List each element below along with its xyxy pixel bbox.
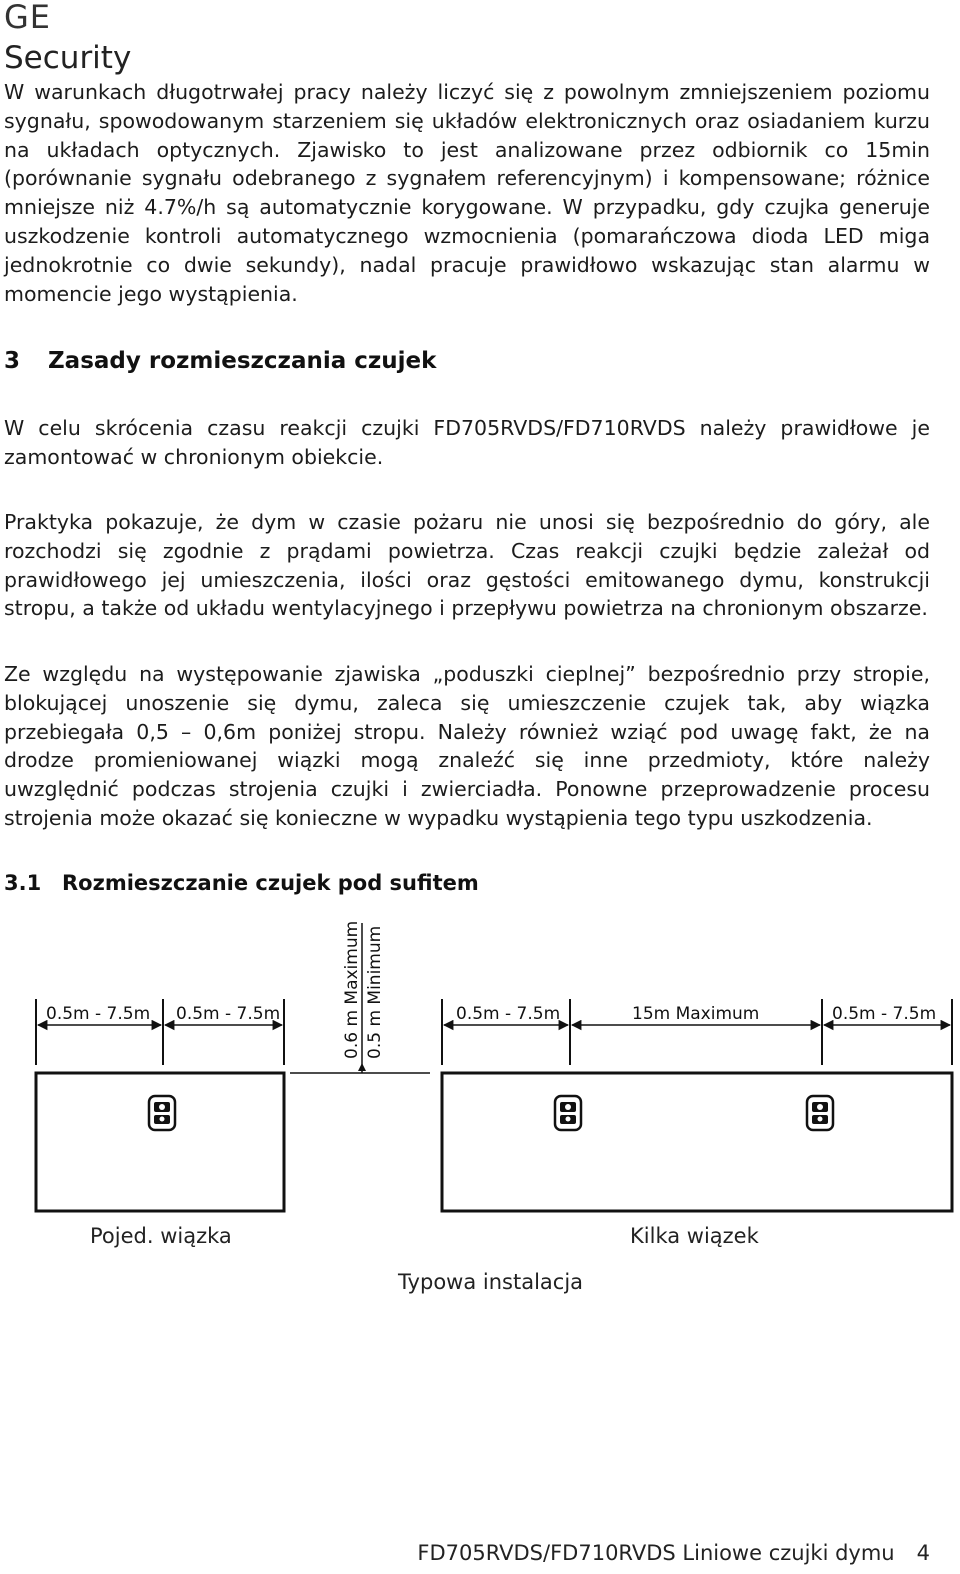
dim-left-1-label: 0.5m - 7.5m — [46, 1004, 151, 1024]
section-3-heading — [4, 344, 436, 378]
caption-multiple-beams: Kilka wiązek — [630, 1224, 759, 1248]
ceiling-placement-diagram — [0, 915, 960, 1315]
page-number: 4 — [916, 1541, 930, 1565]
horizontal-dimensions — [38, 1004, 950, 1025]
caption-single-beam: Pojed. wiązka — [90, 1224, 232, 1248]
dim-right-1-label: 0.5m - 7.5m — [456, 1004, 561, 1024]
dim-left-2-label: 0.5m - 7.5m — [176, 1004, 281, 1024]
intro-paragraph: W warunkach długotrwałej pracy należy liczyć się z powolnym zmniejszeniem poziomu sygnału, spowodowanym starzeniem się układów elektronicznych oraz osiadaniem kurzu na układach optycznych. Zjawisko to jest analizowane przez odbiornik co 15min (porównanie sygnału odebranego z sygnałem referencyjnym) i kompensowane; różnice mniejsze niż 4.7%/h są automatycznie korygowane. W przypadku, gdy czujka generuje uszkodzenie kontroli automatycznego wzmocnienia (pomarańczowa dioda LED miga jednokrotnie co dwie sekundy), nadal pracuje prawidłowo wskazując stan alarmu w momencie jego wystąpienia. — [4, 80, 930, 306]
caption-typical-installation: Typowa instalacja — [398, 1270, 584, 1294]
dim-right-3-label: 0.5m - 7.5m — [832, 1004, 937, 1024]
page-footer — [417, 1538, 930, 1568]
brand-logo: GE — [4, 0, 52, 36]
vertical-max-label: 0.6 m Maximum — [342, 920, 362, 1059]
multi-beam-room — [442, 999, 952, 1211]
detector-icon — [149, 1096, 175, 1130]
section-3-paragraph-1: W celu skrócenia czasu reakcji czujki FD705RVDS/FD710RVDS należy prawidłowe je zamontować w chronionym obiekcie. — [4, 416, 930, 469]
detector-icon — [807, 1096, 833, 1130]
section-3-paragraph-3: Ze względu na występowanie zjawiska „poduszki cieplnej” bezpośrednio przy stropie, blokującej unoszenie się dymu, zaleca się umieszczenie czujek tak, aby wiązka przebiegała 0,5 – 0,6m poniżej stropu. Należy również wziąć pod uwagę fakt, że na drodze promieniowanej wiązki mogą znaleźć się inne przedmioty, które należy uwzględnić podczas strojenia czujki i zwierciadła. Ponowne przeprowadzenie procesu strojenia może okazać się konieczne w wypadku wystąpienia tego typu uszkodzenia. — [4, 662, 930, 830]
section-3-1-title: Rozmieszczanie czujek pod sufitem — [62, 871, 479, 895]
section-3-title: Zasady rozmieszczania czujek — [48, 348, 437, 374]
footer-document-title: FD705RVDS/FD710RVDS Liniowe czujki dymu — [417, 1541, 895, 1565]
section-3-1-number: 3.1 — [4, 871, 42, 895]
section-title: Security — [4, 40, 132, 76]
vertical-min-label: 0.5 m Minimum — [365, 925, 385, 1059]
vertical-dimension — [290, 921, 430, 1073]
section-3-paragraph-2: Praktyka pokazuje, że dym w czasie pożaru nie unosi się bezpośrednio do góry, ale rozchodzi się zgodnie z prądami powietrza. Czas reakcji czujki będzie zależał od prawidłowego jej umieszczenia, ilości oraz gęstości emitowanego dymu, konstrukcji stropu, a także od układu wentylacyjnego i przepływu powietrza na chronionym obszarze. — [4, 510, 930, 621]
section-3-1-heading — [4, 868, 479, 898]
dim-right-2-label: 15m Maximum — [632, 1004, 760, 1024]
detector-icon — [555, 1096, 581, 1130]
section-3-number: 3 — [4, 348, 21, 374]
